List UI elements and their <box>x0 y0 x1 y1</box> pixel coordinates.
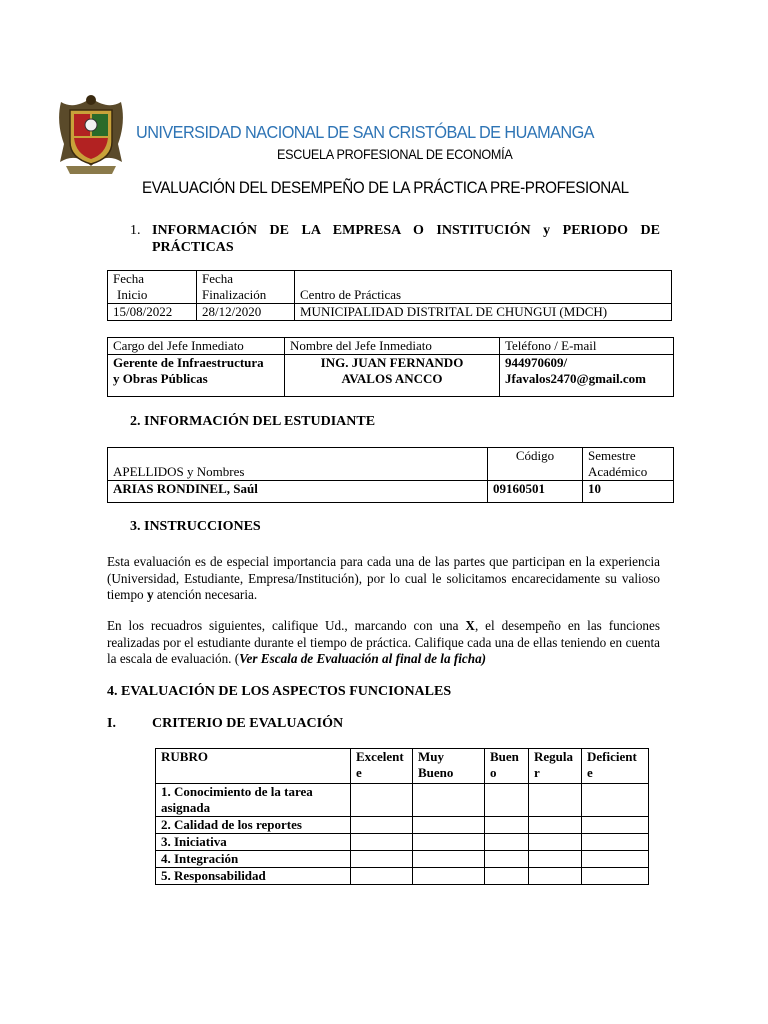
header-text: Muy <box>418 749 444 764</box>
rating-cell[interactable] <box>529 784 582 817</box>
para-bold-italic-text: Ver Escala de Evaluación al final de la ficha) <box>239 651 487 666</box>
names-header: APELLIDOS y Nombres <box>108 448 488 481</box>
table-row <box>156 851 649 868</box>
cell-text: Gerente de Infraestructura <box>113 355 264 370</box>
para-text: , el desempeño en las funciones realizadas por el estudiante durante el tiempo de práctica. Califique cada una de ellas teniendo en cuenta la escala de evaluación. ( <box>107 618 660 666</box>
criteria-table <box>155 748 649 885</box>
rating-cell[interactable] <box>529 834 582 851</box>
section-1-title-line2: PRÁCTICAS <box>152 240 234 255</box>
deficiente-header <box>582 749 649 784</box>
university-crest-logo <box>56 92 126 176</box>
section-4-heading: 4. EVALUACIÓN DE LOS ASPECTOS FUNCIONALES <box>107 684 452 699</box>
table-row <box>156 749 649 784</box>
header-text: Finalización <box>202 287 267 302</box>
header-text: Fecha <box>113 271 145 286</box>
document-title: EVALUACIÓN DEL DESEMPEÑO DE LA PRÁCTICA PRE-PROFESIONAL <box>142 179 629 197</box>
rating-cell[interactable] <box>413 868 485 885</box>
cell-text: y Obras Públicas <box>113 371 208 386</box>
role-header: Cargo del Jefe Inmediato <box>108 338 285 355</box>
rating-cell[interactable] <box>413 784 485 817</box>
rating-cell[interactable] <box>529 851 582 868</box>
criterion-cell: 2. Calidad de los reportes <box>156 817 351 834</box>
cell-text: 1. Conocimiento de la tarea <box>161 784 313 799</box>
role-cell <box>108 355 285 397</box>
end-date-header <box>197 271 295 304</box>
semester-cell: 10 <box>583 481 674 503</box>
para-text: Esta evaluación es de especial importancia para cada una de las partes que participan en la experiencia (Universidad, Estudiante, Empresa/Institución), por lo cual le solicitamos encarecidamente su valioso tiempo <box>107 554 660 602</box>
instructions-paragraph-2 <box>107 618 660 668</box>
center-header: Centro de Prácticas <box>295 271 672 304</box>
end-date-cell: 28/12/2020 <box>197 304 295 321</box>
rating-cell[interactable] <box>485 851 529 868</box>
table-row <box>156 834 649 851</box>
header-text: e <box>587 765 593 780</box>
rating-cell[interactable] <box>351 834 413 851</box>
school-name: ESCUELA PROFESIONAL DE ECONOMÍA <box>277 146 513 162</box>
semester-header <box>583 448 674 481</box>
university-name: UNIVERSIDAD NACIONAL DE SAN CRISTÓBAL DE HUAMANGA <box>136 122 594 142</box>
table-row <box>156 784 649 817</box>
excelente-header <box>351 749 413 784</box>
header-text: Fecha <box>202 271 234 286</box>
section-2-heading: 2. INFORMACIÓN DEL ESTUDIANTE <box>130 414 376 429</box>
center-cell: MUNICIPALIDAD DISTRITAL DE CHUNGUI (MDCH) <box>295 304 672 321</box>
rubro-header: RUBRO <box>156 749 351 784</box>
cell-text: asignada <box>161 800 211 815</box>
cell-text: 944970609/ <box>505 355 568 370</box>
para-text: atención necesaria. <box>153 587 258 602</box>
rating-cell[interactable] <box>485 868 529 885</box>
rating-cell[interactable] <box>351 817 413 834</box>
subsection-title: CRITERIO DE EVALUACIÓN <box>152 716 344 731</box>
rating-cell[interactable] <box>582 851 649 868</box>
header-text: Académico <box>588 464 648 479</box>
header-text: Inicio <box>117 287 148 302</box>
rating-cell[interactable] <box>413 817 485 834</box>
supervisor-table <box>107 337 674 397</box>
rating-cell[interactable] <box>582 868 649 885</box>
header-text: r <box>534 765 540 780</box>
rating-cell[interactable] <box>529 817 582 834</box>
rating-cell[interactable] <box>485 834 529 851</box>
criterion-cell: 5. Responsabilidad <box>156 868 351 885</box>
table-row <box>108 481 674 503</box>
header-text: e <box>356 765 362 780</box>
header-text: Excelent <box>356 749 404 764</box>
regular-header <box>529 749 582 784</box>
rating-cell[interactable] <box>351 851 413 868</box>
table-row <box>108 271 672 304</box>
muy-bueno-header <box>413 749 485 784</box>
header-text: Deficient <box>587 749 637 764</box>
rating-cell[interactable] <box>413 834 485 851</box>
rating-cell[interactable] <box>485 817 529 834</box>
table-row <box>108 338 674 355</box>
header-text: Buen <box>490 749 519 764</box>
section-3-heading: 3. INSTRUCCIONES <box>130 519 261 534</box>
company-period-table <box>107 270 672 321</box>
cell-text: AVALOS ANCCO <box>341 371 443 386</box>
criterion-cell: 4. Integración <box>156 851 351 868</box>
rating-cell[interactable] <box>485 784 529 817</box>
subsection-number: I. <box>107 716 116 731</box>
rating-cell[interactable] <box>582 817 649 834</box>
start-date-cell: 15/08/2022 <box>108 304 197 321</box>
names-cell: ARIAS RONDINEL, Saúl <box>108 481 488 503</box>
phone-cell <box>500 355 674 397</box>
table-row <box>156 817 649 834</box>
cell-text: Jfavalos2470@gmail.com <box>505 371 646 386</box>
table-row <box>156 868 649 885</box>
section-1-number: 1. <box>130 223 141 238</box>
name-cell <box>285 355 500 397</box>
student-table <box>107 447 674 503</box>
rating-cell[interactable] <box>413 851 485 868</box>
criterion-cell: 3. Iniciativa <box>156 834 351 851</box>
rating-cell[interactable] <box>529 868 582 885</box>
instructions-paragraph-1 <box>107 554 660 604</box>
rating-cell[interactable] <box>582 834 649 851</box>
table-row <box>108 448 674 481</box>
para-text: En los recuadros siguientes, califique Ud., marcando con una <box>107 618 466 633</box>
para-bold-text: y <box>146 587 154 602</box>
name-header: Nombre del Jefe Inmediato <box>285 338 500 355</box>
rating-cell[interactable] <box>351 784 413 817</box>
criterion-cell <box>156 784 351 817</box>
rating-cell[interactable] <box>582 784 649 817</box>
table-row <box>108 304 672 321</box>
table-row <box>108 355 674 397</box>
section-1-heading <box>130 222 660 256</box>
header-text: o <box>490 765 497 780</box>
code-cell: 09160501 <box>488 481 583 503</box>
cell-text: ING. JUAN FERNANDO <box>320 355 464 370</box>
code-header: Código <box>488 448 583 481</box>
header-text: Bueno <box>418 765 454 780</box>
rating-cell[interactable] <box>351 868 413 885</box>
para-bold-text: X <box>465 618 475 633</box>
header-text: Semestre <box>588 448 636 463</box>
bueno-header <box>485 749 529 784</box>
section-1-title-line1: INFORMACIÓN DE LA EMPRESA O INSTITUCIÓN y PERIODO DE <box>152 223 660 238</box>
header-text: Regula <box>534 749 573 764</box>
start-date-header <box>108 271 197 304</box>
phone-header: Teléfono / E-mail <box>500 338 674 355</box>
